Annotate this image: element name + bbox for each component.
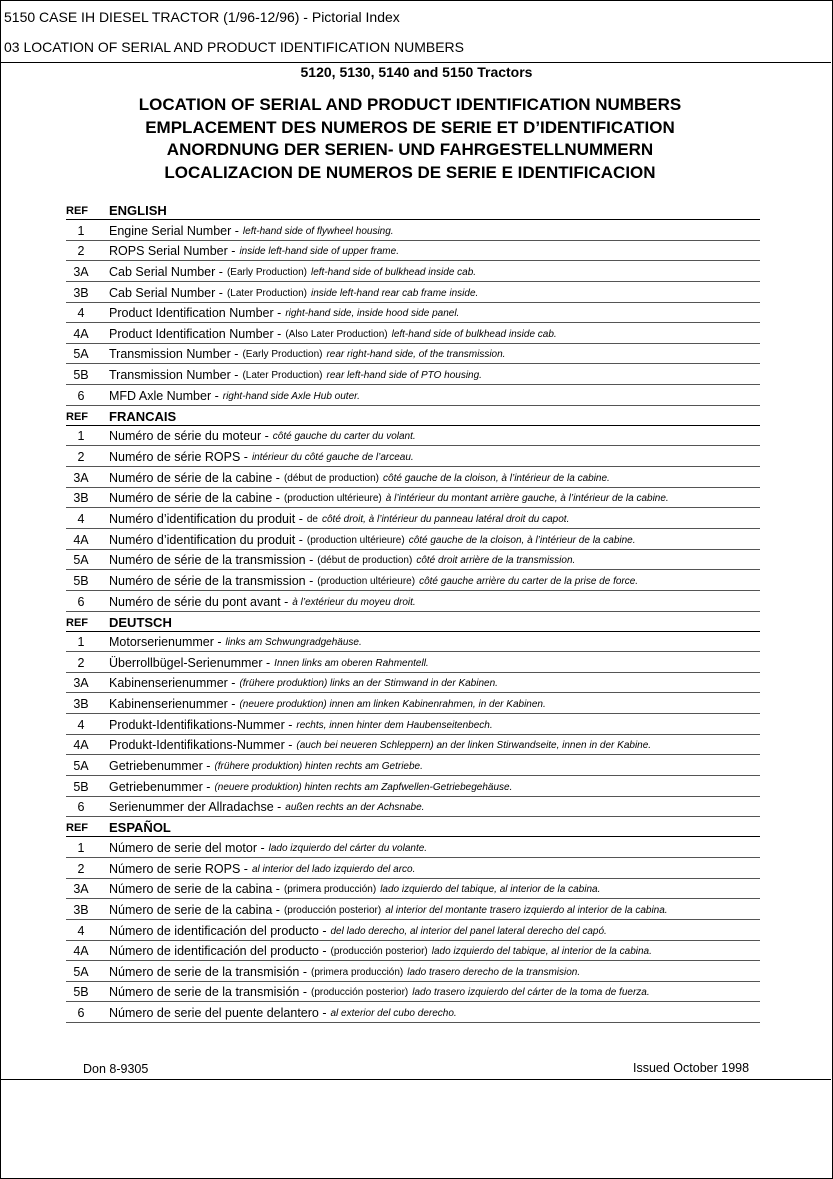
row-label: Motorserienummer - xyxy=(109,635,222,650)
row-label: Transmission Number - xyxy=(109,368,239,383)
ref-column-label: REF xyxy=(66,822,88,835)
row-location: à l’intérieur du montant arrière gauche, à l’intérieur de la cabine. xyxy=(385,493,669,505)
models-heading: 5120, 5130, 5140 and 5150 Tractors xyxy=(300,64,533,80)
row-label: Número de serie de la cabina - xyxy=(109,902,280,917)
table-row xyxy=(66,837,760,858)
table-row xyxy=(66,735,760,756)
row-location: right-hand side Axle Hub outer. xyxy=(222,390,360,402)
row-note: (Later Production) xyxy=(242,370,323,382)
row-ref: 3A xyxy=(73,676,89,691)
row-label: Kabinenserienummer - xyxy=(109,676,236,691)
row-location: côté gauche du carter du volant. xyxy=(272,431,416,443)
table-row xyxy=(66,426,760,447)
row-location: (neuere produktion) hinten rechts am Zapfwellen-Getriebegehäuse. xyxy=(214,781,513,793)
row-label: Serienummer der Allradachse - xyxy=(109,800,282,815)
row-location: lado trasero derecho de la transmision. xyxy=(407,966,581,978)
row-ref: 3B xyxy=(73,491,89,506)
row-ref: 6 xyxy=(77,1006,85,1021)
row-location: left-hand side of bulkhead inside cab. xyxy=(310,266,477,278)
row-ref: 3A xyxy=(73,470,89,485)
table-row xyxy=(66,570,760,591)
table-row xyxy=(66,714,760,735)
table-row xyxy=(66,241,760,262)
row-location: côté gauche de la cloison, à l’intérieur de la cabine. xyxy=(383,472,610,484)
row-note: (production ultérieure) xyxy=(306,534,405,546)
row-label: Engine Serial Number - xyxy=(109,223,239,238)
page-header-title: 5150 CASE IH DIESEL TRACTOR (1/96-12/96) - Pictorial Index xyxy=(4,9,400,25)
row-location: (frühere produktion) hinten rechts am Getriebe. xyxy=(214,761,423,773)
row-label: Número de identificación del producto - xyxy=(109,944,327,959)
row-ref: 2 xyxy=(77,655,85,670)
table-row xyxy=(66,220,760,241)
row-ref: 4A xyxy=(73,532,89,547)
table-row xyxy=(66,385,760,406)
row-note: de xyxy=(306,513,318,525)
row-location: côté gauche de la cloison, à l’intérieur de la cabine. xyxy=(408,534,636,546)
reference-table xyxy=(66,200,760,1023)
title-german: ANORDNUNG DER SERIEN- UND FAHRGESTELLNUMMERN xyxy=(166,140,654,159)
row-location: (neuere produktion) innen am linken Kabinenrahmen, in der Kabinen. xyxy=(239,699,546,711)
row-ref: 5A xyxy=(73,759,89,774)
row-location: intérieur du côté gauche de l’arceau. xyxy=(251,452,414,464)
row-location: lado trasero izquierdo del cárter de la toma de fuerza. xyxy=(412,987,650,999)
row-ref: 4 xyxy=(77,511,85,526)
ref-column-label: REF xyxy=(66,410,88,423)
table-row xyxy=(66,282,760,303)
table-row xyxy=(66,982,760,1003)
document-titles xyxy=(0,94,820,184)
row-label: Numéro de série du pont avant - xyxy=(109,594,289,609)
section-language: FRANCAIS xyxy=(109,408,177,424)
table-row xyxy=(66,879,760,900)
row-location: (auch bei neueren Schleppern) an der linken Stirwandseite, innen in der Kabine. xyxy=(296,740,652,752)
row-ref: 5B xyxy=(73,985,89,1000)
row-location: lado izquierdo del cárter du volante. xyxy=(268,842,428,854)
table-row xyxy=(66,1002,760,1023)
row-label: Product Identification Number - xyxy=(109,326,282,341)
row-label: Número de serie del puente delantero - xyxy=(109,1006,327,1021)
row-location: links am Schwungradgehäuse. xyxy=(225,637,362,649)
row-location: lado izquierdo del tabique, al interior de la cabina. xyxy=(431,946,652,958)
table-row xyxy=(66,467,760,488)
row-location: rechts, innen hinter dem Haubenseitenbech. xyxy=(296,719,493,731)
row-label: Produkt-Identifikations-Nummer - xyxy=(109,717,293,732)
row-ref: 1 xyxy=(77,223,85,238)
page-header-subtitle: 03 LOCATION OF SERIAL AND PRODUCT IDENTIFICATION NUMBERS xyxy=(0,32,831,63)
row-note: (primera producción) xyxy=(311,966,404,978)
row-label: Numéro de série de la cabine - xyxy=(109,470,280,485)
row-ref: 4A xyxy=(73,944,89,959)
row-ref: 2 xyxy=(77,244,85,259)
row-note: (début de production) xyxy=(317,555,413,567)
row-ref: 3A xyxy=(73,264,89,279)
row-ref: 5A xyxy=(73,964,89,979)
row-label: Überrollbügel-Serienummer - xyxy=(109,655,271,670)
row-location: Innen links am oberen Rahmentell. xyxy=(274,657,429,669)
row-location: inside left-hand rear cab frame inside. xyxy=(310,287,479,299)
row-ref: 1 xyxy=(77,635,85,650)
row-note: (Early Production) xyxy=(242,349,323,361)
table-row xyxy=(66,323,760,344)
row-note: (Early Production) xyxy=(226,266,307,278)
document-number: Don 8-9305 xyxy=(83,1062,149,1076)
table-row xyxy=(66,344,760,365)
row-note: (producción posterior) xyxy=(330,946,428,958)
row-note: (producción posterior) xyxy=(283,904,382,916)
table-row xyxy=(66,797,760,818)
table-row xyxy=(66,550,760,571)
row-label: Número de serie de la transmisión - xyxy=(109,964,307,979)
row-ref: 5B xyxy=(73,573,89,588)
row-label: Product Identification Number - xyxy=(109,306,282,321)
row-label: Número de serie ROPS - xyxy=(109,861,248,876)
table-row xyxy=(66,693,760,714)
row-location: côté droit, à l’intérieur du panneau latéral droit du capot. xyxy=(321,513,570,525)
row-label: Número de serie de la transmisión - xyxy=(109,985,307,1000)
ref-column-label: REF xyxy=(66,205,88,217)
row-ref: 3A xyxy=(73,882,89,897)
row-ref: 3B xyxy=(73,697,89,712)
row-label: Numéro de série de la transmission - xyxy=(109,553,314,568)
row-label: Getriebenummer - xyxy=(109,779,211,794)
row-label: Numéro d’identification du produit - xyxy=(109,511,303,526)
table-row xyxy=(66,673,760,694)
row-location: al interior del montante trasero izquierdo al interior de la cabina. xyxy=(385,904,668,916)
row-label: Número de identificación del producto - xyxy=(109,923,327,938)
table-row xyxy=(66,858,760,879)
row-location: left-hand side of flywheel housing. xyxy=(242,225,394,237)
table-row xyxy=(66,632,760,653)
row-location: left-hand side of bulkhead inside cab. xyxy=(391,328,557,340)
section-language: ESPAÑOL xyxy=(109,820,171,836)
row-ref: 5B xyxy=(73,368,89,383)
row-location: côté gauche arrière du carter de la prise de force. xyxy=(419,575,639,587)
ref-column-label: REF xyxy=(66,616,88,629)
table-row xyxy=(66,920,760,941)
row-note: (production ultérieure) xyxy=(317,575,416,587)
row-note: (production ultérieure) xyxy=(283,493,382,505)
row-label: Produkt-Identifikations-Nummer - xyxy=(109,738,293,753)
title-french: EMPLACEMENT DES NUMEROS DE SERIE ET D’IDENTIFICATION xyxy=(145,117,675,137)
row-label: Cab Serial Number - xyxy=(109,285,223,300)
row-ref: 5A xyxy=(73,347,89,362)
section-language: ENGLISH xyxy=(109,203,167,218)
row-label: Numéro de série ROPS - xyxy=(109,450,248,465)
row-ref: 1 xyxy=(77,429,85,444)
row-ref: 6 xyxy=(77,800,85,815)
section-language: DEUTSCH xyxy=(109,614,172,630)
row-label: Cab Serial Number - xyxy=(109,264,223,279)
row-note: (Also Later Production) xyxy=(285,328,388,340)
row-label: Numéro de série de la cabine - xyxy=(109,491,280,506)
section-header xyxy=(66,200,760,220)
table-row xyxy=(66,446,760,467)
row-location: del lado derecho, al interior del panel lateral derecho del capó. xyxy=(330,925,607,937)
table-row xyxy=(66,508,760,529)
row-location: à l’extérieur du moyeu droit. xyxy=(292,596,416,608)
row-label: ROPS Serial Number - xyxy=(109,244,236,259)
row-ref: 4A xyxy=(73,738,89,753)
row-label: Getriebenummer - xyxy=(109,759,211,774)
table-row xyxy=(66,364,760,385)
row-label: Transmission Number - xyxy=(109,347,239,362)
row-location: rear right-hand side, of the transmission. xyxy=(326,349,506,361)
row-ref: 4 xyxy=(77,717,85,732)
footer-divider xyxy=(0,1079,831,1080)
row-note: (Later Production) xyxy=(226,287,307,299)
row-ref: 2 xyxy=(77,861,85,876)
row-ref: 6 xyxy=(77,388,85,403)
section-header xyxy=(66,817,760,837)
row-ref: 3B xyxy=(73,285,89,300)
title-spanish: LOCALIZACION DE NUMEROS DE SERIE E IDENTIFICACION xyxy=(164,162,656,182)
row-location: al interior del lado izquierdo del arco. xyxy=(251,863,416,875)
row-label: Numéro d’identification du produit - xyxy=(109,532,303,547)
row-location: außen rechts an der Achsnabe. xyxy=(285,802,425,814)
row-note: (producción posterior) xyxy=(311,987,409,999)
row-ref: 6 xyxy=(77,594,85,609)
row-location: côté droit arrière de la transmission. xyxy=(416,555,576,567)
table-row xyxy=(66,941,760,962)
table-row xyxy=(66,755,760,776)
row-location: inside left-hand side of upper frame. xyxy=(239,246,399,258)
issue-date: Issued October 1998 xyxy=(633,1061,750,1075)
row-ref: 4 xyxy=(77,306,85,321)
row-location: (frühere produktion) links an der Stimwand in der Kabinen. xyxy=(239,678,498,690)
section-header xyxy=(66,612,760,632)
row-ref: 2 xyxy=(77,450,85,465)
row-location: lado izquierdo del tabique, al interior de la cabina. xyxy=(380,884,601,896)
row-label: Numéro de série du moteur - xyxy=(109,429,269,444)
row-location: rear left-hand side of PTO housing. xyxy=(326,370,482,382)
row-location: right-hand side, inside hood side panel. xyxy=(285,308,460,320)
table-row xyxy=(66,652,760,673)
row-label: Kabinenserienummer - xyxy=(109,697,236,712)
row-note: (primera producción) xyxy=(283,884,377,896)
row-ref: 4 xyxy=(77,923,85,938)
table-row xyxy=(66,529,760,550)
row-location: al exterior del cubo derecho. xyxy=(330,1008,457,1020)
row-note: (début de production) xyxy=(283,472,380,484)
table-row xyxy=(66,776,760,797)
table-row xyxy=(66,261,760,282)
row-ref: 4A xyxy=(73,326,89,341)
table-row xyxy=(66,899,760,920)
section-header xyxy=(66,406,760,426)
table-row xyxy=(66,488,760,509)
row-ref: 5B xyxy=(73,779,89,794)
title-english: LOCATION OF SERIAL AND PRODUCT IDENTIFICATION NUMBERS xyxy=(138,95,682,114)
table-row xyxy=(66,303,760,324)
row-ref: 1 xyxy=(77,840,85,855)
row-ref: 3B xyxy=(73,902,89,917)
row-label: Número de serie de la cabina - xyxy=(109,882,280,897)
table-row xyxy=(66,591,760,612)
row-ref: 5A xyxy=(73,553,89,568)
table-row xyxy=(66,961,760,982)
row-label: MFD Axle Number - xyxy=(109,388,219,403)
row-label: Número de serie del motor - xyxy=(109,840,265,855)
row-label: Numéro de série de la transmission - xyxy=(109,573,314,588)
